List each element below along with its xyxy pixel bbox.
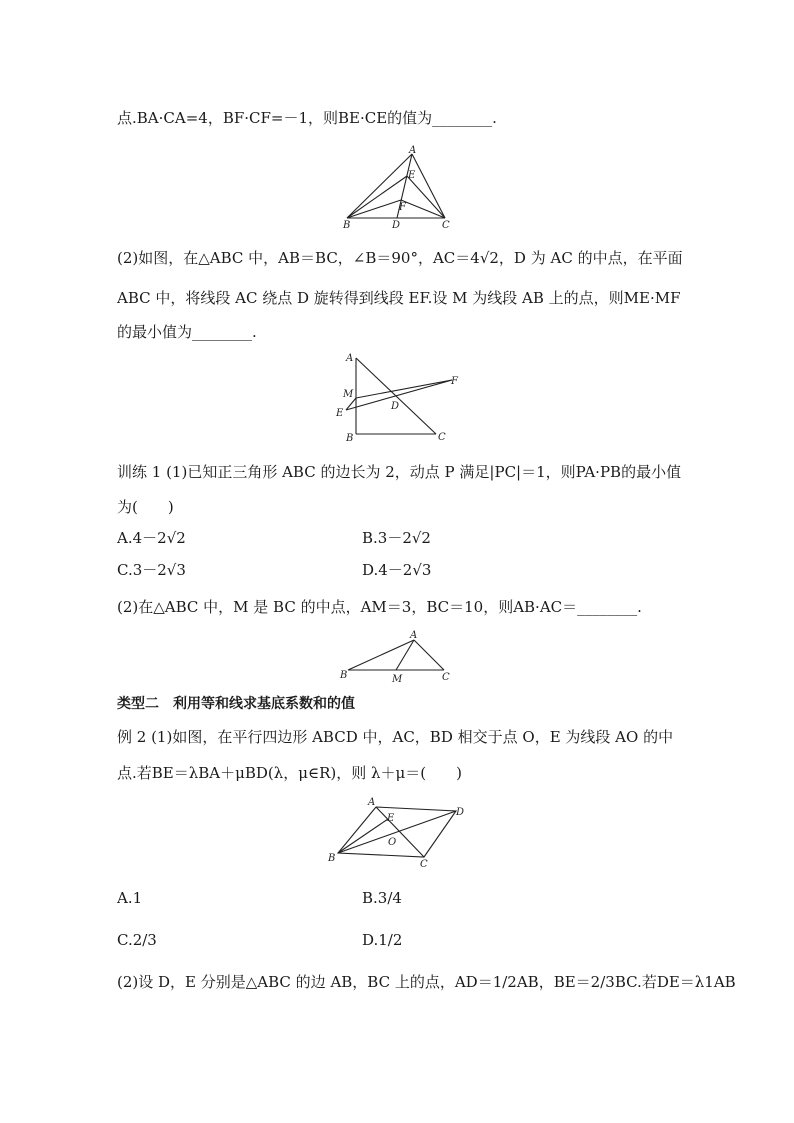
option-b[interactable]: B.3/4 [362,889,402,907]
label-a: A [368,797,376,808]
label-m: M [343,389,354,400]
label-d: D [392,220,401,231]
label-a: A [410,630,418,641]
text-line: 例 2 (1)如图，在平行四边形 ABCD 中，AC，BD 相交于点 O，E 为线段 AO 的中 [117,728,674,746]
label-b: B [346,433,354,444]
text-line: 训练 1 (1)已知正三角形 ABC 的边长为 2，动点 P 满足|PC|＝1，则PA·PB的最小值 [117,463,682,481]
edge-ab [348,640,414,670]
text-line: (2)在△ABC 中，M 是 BC 的中点，AM＝3，BC＝10，则AB·AC＝________. [117,598,642,616]
text-line: ABC 中，将线段 AC 绕点 D 旋转得到线段 EF.设 M 为线段 AB 上的点，则ME·MF [117,289,681,307]
label-e: E [387,813,395,824]
label-c: C [438,432,446,443]
text-line: 为( ) [117,498,174,516]
label-a: A [409,145,417,156]
label-d: D [456,807,465,818]
label-b: B [340,670,348,681]
label-a: A [346,353,354,364]
figure-right-triangle-rotation [334,348,464,444]
option-d[interactable]: D.4－2√3 [362,561,432,579]
label-c: C [442,672,450,683]
option-a[interactable]: A.1 [117,889,143,907]
text-line: (2)设 D，E 分别是△ABC 的边 AB，BC 上的点，AD＝1/2AB，BE＝2/3BC.若DE＝λ1AB [117,973,736,991]
label-m: M [392,674,403,685]
option-c[interactable]: C.3－2√3 [117,561,186,579]
figure-triangle-abc-ef [330,145,460,233]
label-e: E [408,170,416,181]
segment-mf [356,380,452,398]
edge-ac [414,640,444,670]
segment-cf [401,200,445,218]
label-o: O [388,837,397,848]
diagonal-ac [376,807,424,857]
option-a[interactable]: A.4－2√2 [117,529,186,547]
text-line: 点.BA·CA=4，BF·CF=－1，则BE·CE的值为________. [117,109,497,127]
label-e: E [336,408,344,419]
option-d[interactable]: D.1/2 [362,931,403,949]
label-c: C [420,859,428,870]
figure-triangle-median [336,630,456,685]
label-b: B [343,220,351,231]
segment-bf [347,200,401,218]
text-line: 的最小值为________. [117,323,257,341]
option-b[interactable]: B.3－2√2 [362,529,431,547]
text-line: (2)如图，在△ABC 中，AB＝BC，∠B＝90°，AC＝4√2，D 为 AC 的中点，在平面 [117,249,683,267]
edge-ac [412,154,445,218]
option-c[interactable]: C.2/3 [117,931,157,949]
label-f: F [451,376,458,387]
figure-parallelogram [326,795,476,870]
label-f: F [399,202,406,213]
label-b: B [328,853,336,864]
label-c: C [442,220,450,231]
label-d: D [391,401,400,412]
segment-be [338,819,388,853]
text-line: 点.若BE＝λBA＋μBD(λ，μ∈R)，则 λ＋μ＝( ) [117,764,462,782]
section-heading: 类型二 利用等和线求基底系数和的值 [117,696,355,712]
